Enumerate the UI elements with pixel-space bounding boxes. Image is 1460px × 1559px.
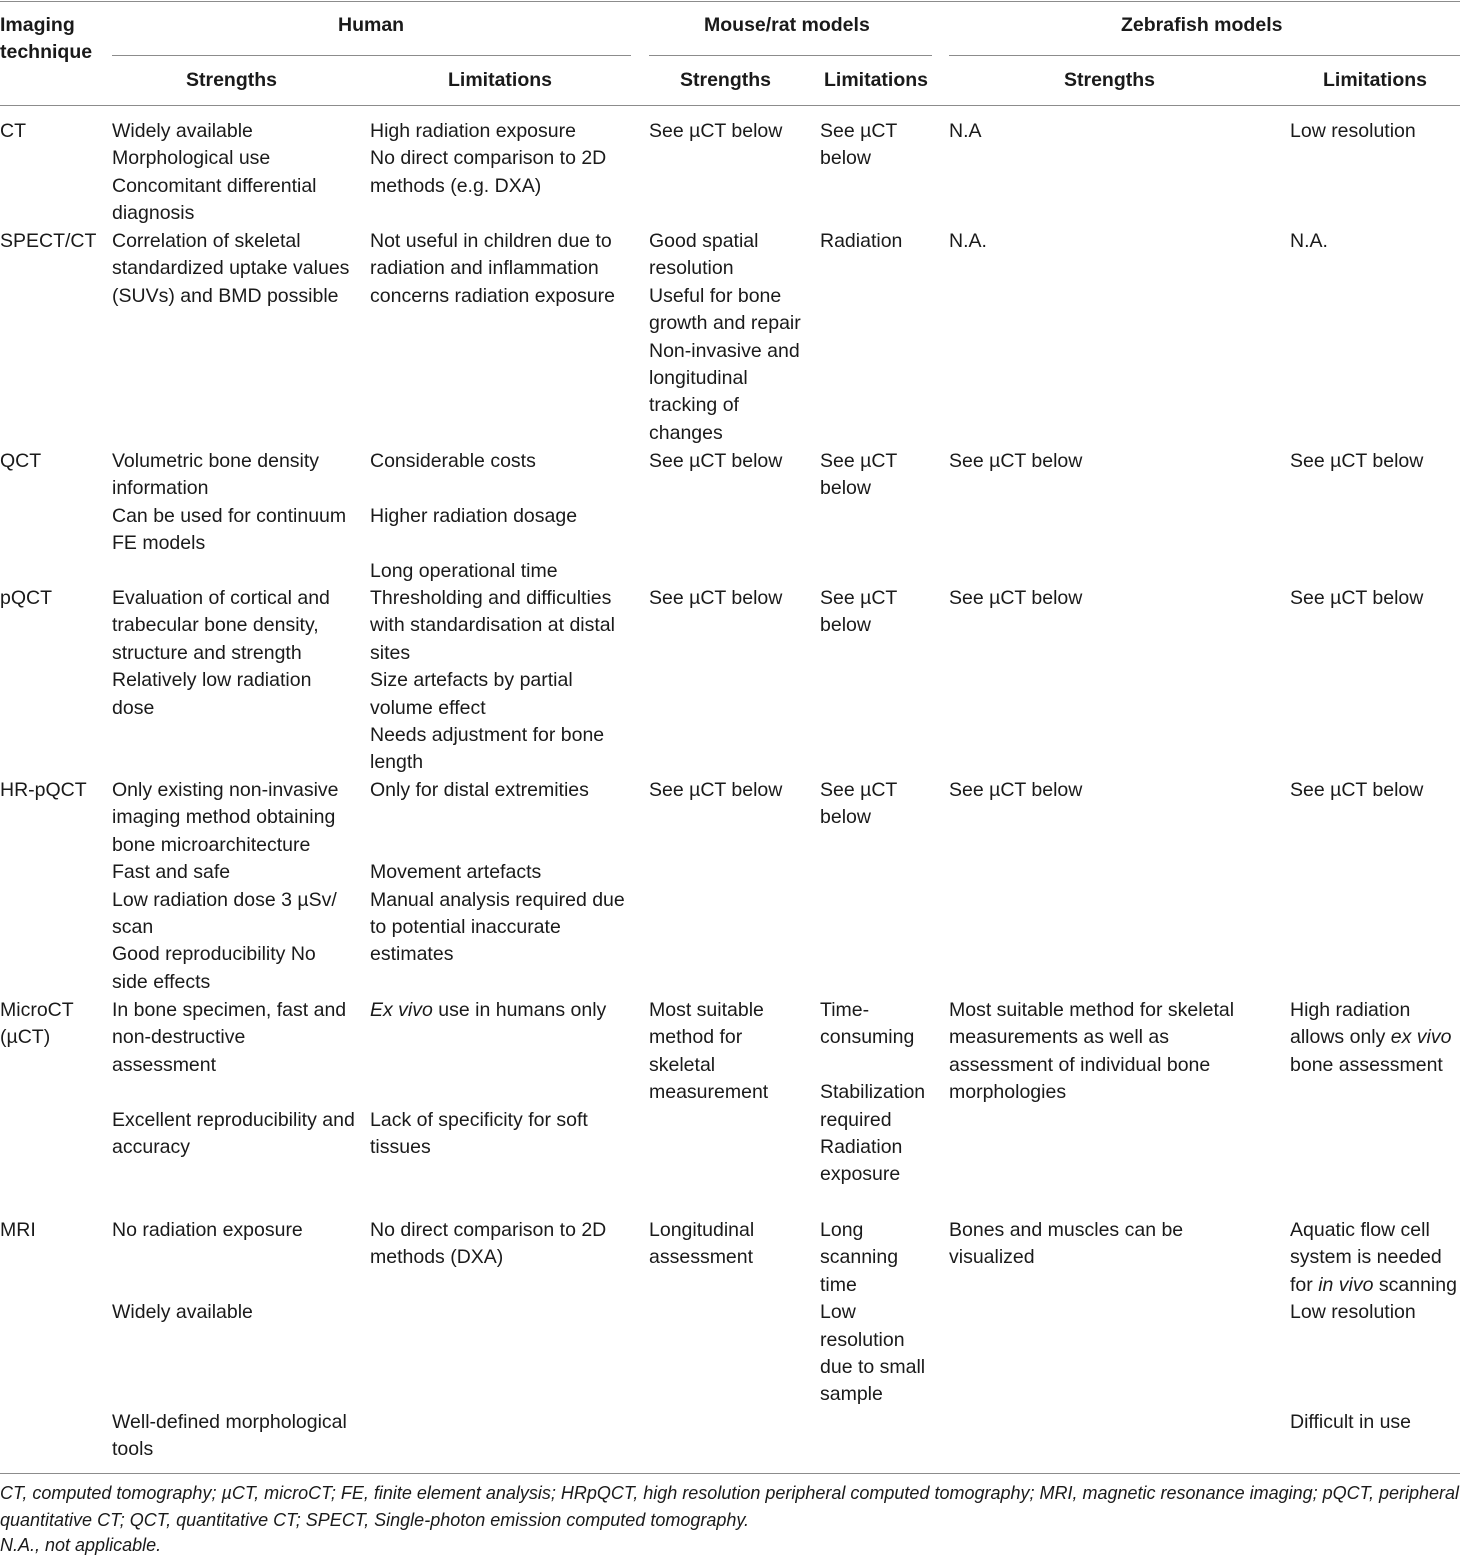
cell-line: Can be used for continuum	[112, 504, 347, 527]
cell-line: Volumetric bone density	[112, 450, 320, 472]
cell-line: See µCT below	[649, 120, 783, 142]
human-group-rule	[112, 55, 631, 56]
cell-line	[370, 1052, 606, 1079]
cell-line: No direct comparison to 2D	[370, 1219, 607, 1241]
cell-line: Well-defined morphological	[112, 1410, 347, 1433]
row-mri-rodent-limitations	[820, 1217, 925, 1409]
header-line: technique	[0, 41, 93, 63]
top-rule	[0, 1, 1460, 2]
cell-line: See µCT below	[649, 779, 783, 801]
cell-line: Radiation	[820, 1136, 903, 1159]
row-qct-human-strengths	[112, 448, 346, 558]
italic-term: ex vivo	[1390, 1026, 1452, 1049]
header-fish-strengths: Strengths	[1064, 69, 1156, 91]
cell-line: FE models	[112, 532, 206, 555]
cell-line: tracking of	[649, 394, 739, 417]
cell-line: trabecular bone density,	[112, 614, 319, 637]
cell-line: changes	[649, 421, 723, 444]
row-ct-human-strengths	[112, 118, 317, 228]
footnote-na: N.A., not applicable.	[0, 1535, 162, 1555]
cell-line: Low resolution	[1290, 1301, 1416, 1324]
row-ct-technique	[0, 118, 26, 145]
cell-line	[112, 1272, 347, 1299]
cell-line: Non-invasive and	[649, 339, 800, 362]
cell-line: Considerable costs	[370, 450, 536, 472]
cell-line: visualized	[949, 1246, 1035, 1269]
cell-line: method for	[649, 1026, 743, 1049]
cell-line: information	[112, 477, 209, 500]
cell-line: Only for distal extremities	[370, 779, 589, 801]
header-fish-limitations: Limitations	[1323, 69, 1428, 91]
cell-line: Widely available	[112, 1301, 253, 1324]
cell-line: In bone specimen, fast and	[112, 999, 347, 1021]
cell-line: MRI	[0, 1219, 36, 1241]
cell-text: scanning	[1373, 1273, 1457, 1296]
cell-line: required	[820, 1108, 892, 1131]
cell-line: See µCT	[820, 450, 898, 472]
row-pqct-human-limitations	[370, 585, 615, 777]
cell-line: Excellent reproducibility and	[112, 1108, 355, 1131]
cell-line: radiation and inflammation	[370, 257, 599, 280]
cell-line: Correlation of skeletal	[112, 230, 301, 252]
row-microct-technique	[0, 997, 74, 1052]
cell-line: Widely available	[112, 120, 253, 142]
cell-line: diagnosis	[112, 202, 195, 225]
cell-line: time	[820, 1273, 857, 1296]
cell-line: No direct comparison to 2D	[370, 147, 607, 170]
row-qct-fish-strengths	[949, 448, 1082, 475]
cell-line	[370, 1024, 606, 1051]
row-qct-human-limitations	[370, 448, 577, 585]
row-ct-rodent-limitations	[820, 118, 897, 173]
cell-line: Lack of specificity for soft	[370, 1108, 588, 1131]
cell-line: scan	[112, 916, 154, 939]
cell-line: morphologies	[949, 1081, 1067, 1104]
cell-line: N.A.	[1290, 230, 1328, 252]
cell-line: Difficult in use	[1290, 1410, 1412, 1433]
cell-line: below	[820, 806, 871, 829]
cell-line: Low resolution	[1290, 120, 1416, 142]
row-spect-human-strengths	[112, 228, 349, 310]
cell-line: See µCT below	[649, 450, 783, 472]
row-spect-fish-limitations	[1290, 228, 1328, 255]
cell-line: Fast and safe	[112, 861, 231, 884]
header-group-rodent: Mouse/rat models	[704, 14, 870, 36]
cell-line: below	[820, 147, 871, 170]
cell-line: bone microarchitecture	[112, 833, 311, 856]
row-mri-fish-limitations	[1290, 1217, 1457, 1436]
cell-line: due to small	[820, 1356, 926, 1379]
cell-line: imaging method obtaining	[112, 806, 336, 829]
cell-line: Size artefacts by partial	[370, 669, 573, 692]
cell-text: use in humans only	[432, 999, 607, 1021]
cell-line: Most suitable method for skeletal	[949, 999, 1235, 1021]
italic-term: in vivo	[1318, 1273, 1374, 1296]
cell-line: See µCT below	[649, 587, 783, 609]
cell-line: accuracy	[112, 1136, 191, 1159]
row-microct-fish-limitations	[1290, 997, 1452, 1079]
row-mri-human-strengths	[112, 1217, 347, 1464]
footnote-abbreviations-2: quantitative CT; QCT, quantitative CT; SPECT, Single-photon emission computed tomography.	[0, 1510, 750, 1530]
cell-line: Good reproducibility No	[112, 943, 316, 966]
row-qct-fish-limitations	[1290, 448, 1423, 475]
row-qct-rodent-limitations	[820, 448, 897, 503]
cell-line: See µCT below	[1290, 587, 1424, 609]
cell-line: HR-pQCT	[0, 779, 87, 801]
header-rodent-strengths: Strengths	[680, 69, 772, 91]
cell-line: Time-	[820, 999, 870, 1021]
row-hrpqct-fish-limitations	[1290, 777, 1423, 804]
italic-term: Ex vivo	[370, 999, 433, 1021]
row-spect-fish-strengths	[949, 228, 987, 255]
cell-text: allows only	[1290, 1026, 1391, 1049]
cell-line	[370, 997, 606, 1024]
cell-line	[370, 475, 577, 502]
cell-line: dose	[112, 696, 155, 719]
rodent-group-rule	[649, 55, 932, 56]
cell-line: N.A	[949, 120, 982, 142]
row-pqct-rodent-strengths	[649, 585, 782, 612]
row-microct-fish-strengths	[949, 997, 1234, 1107]
cell-line: assessment	[649, 1246, 754, 1269]
footnote-abbreviations-1: CT, computed tomography; µCT, microCT; FE, finite element analysis; HRpQCT, high resolution peripheral computed tomography; MRI, magnetic resonance imaging; pQCT, peripheral	[0, 1483, 1460, 1503]
cell-line: resolution	[649, 257, 734, 280]
cell-line: with standardisation at distal	[370, 614, 615, 637]
row-pqct-rodent-limitations	[820, 585, 897, 640]
row-hrpqct-human-limitations	[370, 777, 625, 969]
row-pqct-technique	[0, 585, 52, 612]
row-hrpqct-rodent-limitations	[820, 777, 897, 832]
cell-line	[370, 832, 625, 859]
header-group-human: Human	[338, 14, 405, 36]
row-microct-rodent-strengths	[649, 997, 768, 1107]
cell-line: See µCT	[820, 779, 898, 801]
cell-line: scanning	[820, 1246, 899, 1269]
cell-line: Evaluation of cortical and	[112, 587, 330, 609]
row-hrpqct-rodent-strengths	[649, 777, 782, 804]
cell-line: QCT	[0, 450, 42, 472]
header-rodent-limitations: Limitations	[824, 69, 929, 91]
cell-line: Long operational time	[370, 559, 558, 582]
cell-line: volume effect	[370, 696, 486, 719]
cell-line: exposure	[820, 1163, 901, 1186]
cell-line: Movement artefacts	[370, 861, 542, 884]
cell-line: MicroCT	[0, 999, 74, 1021]
cell-line: See µCT below	[949, 450, 1083, 472]
cell-line	[1290, 1024, 1452, 1051]
cell-line: See µCT	[820, 120, 898, 142]
cell-line: See µCT below	[949, 779, 1083, 801]
cell-line: Radiation	[820, 230, 903, 252]
cell-line: High radiation exposure	[370, 120, 576, 142]
cell-line: tissues	[370, 1136, 431, 1159]
cell-line: Long	[820, 1219, 864, 1241]
cell-line	[370, 804, 625, 831]
cell-line: See µCT below	[1290, 450, 1424, 472]
cell-line: Relatively low radiation	[112, 669, 312, 692]
cell-line: assessment of individual bone	[949, 1053, 1211, 1076]
row-pqct-fish-limitations	[1290, 585, 1423, 612]
table-bottom-rule	[0, 1473, 1460, 1474]
cell-line: Concomitant differential	[112, 174, 317, 197]
cell-line: to potential inaccurate	[370, 916, 561, 939]
row-spect-rodent-strengths	[649, 228, 801, 447]
header-human-strengths: Strengths	[186, 69, 278, 91]
cell-line: methods (DXA)	[370, 1246, 504, 1269]
cell-line: No radiation exposure	[112, 1219, 303, 1241]
cell-line: growth and repair	[649, 312, 801, 335]
cell-line: side effects	[112, 970, 211, 993]
cell-line: consuming	[820, 1026, 915, 1049]
cell-line	[112, 1079, 355, 1106]
cell-line: concerns radiation exposure	[370, 284, 615, 307]
header-imaging-technique	[0, 12, 92, 66]
cell-line: bone assessment	[1290, 1053, 1443, 1076]
cell-line: methods (e.g. DXA)	[370, 174, 542, 197]
row-mri-fish-strengths	[949, 1217, 1183, 1272]
cell-line	[112, 1244, 347, 1271]
row-ct-rodent-strengths	[649, 118, 782, 145]
row-spect-rodent-limitations	[820, 228, 902, 255]
cell-line: sample	[820, 1383, 883, 1406]
cell-line: Higher radiation dosage	[370, 504, 578, 527]
cell-line: structure and strength	[112, 641, 302, 664]
header-group-fish: Zebrafish models	[1121, 14, 1283, 36]
row-hrpqct-fish-strengths	[949, 777, 1082, 804]
cell-line	[370, 1079, 606, 1106]
cell-line: pQCT	[0, 587, 53, 609]
cell-line: See µCT below	[949, 587, 1083, 609]
cell-line	[112, 1354, 347, 1381]
row-spect-human-limitations	[370, 228, 615, 310]
row-mri-human-limitations	[370, 1217, 606, 1272]
cell-line: See µCT	[820, 587, 898, 609]
cell-line: measurement	[649, 1081, 769, 1104]
cell-line: estimates	[370, 943, 454, 966]
cell-line	[1290, 1327, 1457, 1354]
cell-line: non-destructive	[112, 1026, 246, 1049]
cell-line: (SUVs) and BMD possible	[112, 284, 339, 307]
cell-line: Manual analysis required due	[370, 888, 625, 911]
row-qct-technique	[0, 448, 41, 475]
cell-line: Useful for bone	[649, 284, 782, 307]
cell-line: Longitudinal	[649, 1219, 755, 1241]
cell-line: Good spatial	[649, 230, 759, 252]
cell-line	[112, 1381, 347, 1408]
cell-line: below	[820, 614, 871, 637]
header-bottom-rule	[0, 105, 1460, 106]
cell-line: Not useful in children due to	[370, 230, 612, 252]
row-pqct-human-strengths	[112, 585, 330, 722]
row-mri-technique	[0, 1217, 36, 1244]
row-ct-human-limitations	[370, 118, 606, 200]
cell-line: Most suitable	[649, 999, 764, 1021]
cell-line: system is needed	[1290, 1246, 1442, 1269]
cell-line: Stabilization	[820, 1081, 926, 1104]
cell-line: assessment	[112, 1053, 217, 1076]
cell-line: Needs adjustment for bone	[370, 724, 605, 747]
row-hrpqct-human-strengths	[112, 777, 339, 996]
cell-line: N.A.	[949, 230, 987, 252]
row-qct-rodent-strengths	[649, 448, 782, 475]
cell-line	[1290, 1272, 1457, 1299]
row-microct-human-limitations	[370, 997, 606, 1161]
cell-line: below	[820, 477, 871, 500]
header-human-limitations: Limitations	[448, 69, 553, 91]
cell-line: Bones and muscles can be	[949, 1219, 1184, 1241]
cell-line: (µCT)	[0, 1026, 51, 1049]
cell-line: Low	[820, 1301, 856, 1324]
cell-line: High radiation	[1290, 999, 1411, 1021]
cell-line	[370, 530, 577, 557]
cell-text: for	[1290, 1273, 1319, 1296]
cell-line: SPECT/CT	[0, 230, 97, 252]
cell-line	[112, 1327, 347, 1354]
header-line: Imaging	[0, 14, 75, 36]
cell-line: skeletal	[649, 1053, 716, 1076]
cell-line: standardized uptake values	[112, 257, 350, 280]
cell-line	[1290, 1381, 1457, 1408]
row-ct-fish-limitations	[1290, 118, 1416, 145]
cell-line: resolution	[820, 1328, 905, 1351]
fish-group-rule	[949, 55, 1460, 56]
cell-line: measurements as well as	[949, 1026, 1170, 1049]
row-microct-human-strengths	[112, 997, 355, 1161]
cell-line: CT	[0, 120, 26, 142]
cell-line	[1290, 1354, 1457, 1381]
row-spect-technique	[0, 228, 96, 255]
cell-line: sites	[370, 641, 411, 664]
cell-line	[820, 1052, 925, 1079]
cell-line: longitudinal	[649, 367, 748, 390]
cell-line: Aquatic flow cell	[1290, 1219, 1430, 1241]
row-mri-rodent-strengths	[649, 1217, 754, 1272]
cell-line: tools	[112, 1438, 154, 1461]
cell-line: Morphological use	[112, 147, 271, 170]
cell-line: Only existing non-invasive	[112, 779, 339, 801]
row-ct-fish-strengths	[949, 118, 982, 145]
row-microct-rodent-limitations	[820, 997, 925, 1189]
cell-line: length	[370, 751, 424, 774]
cell-line: See µCT below	[1290, 779, 1424, 801]
cell-line: Low radiation dose 3 µSv/	[112, 888, 337, 911]
cell-line: Thresholding and difficulties	[370, 587, 612, 609]
row-hrpqct-technique	[0, 777, 87, 804]
row-pqct-fish-strengths	[949, 585, 1082, 612]
